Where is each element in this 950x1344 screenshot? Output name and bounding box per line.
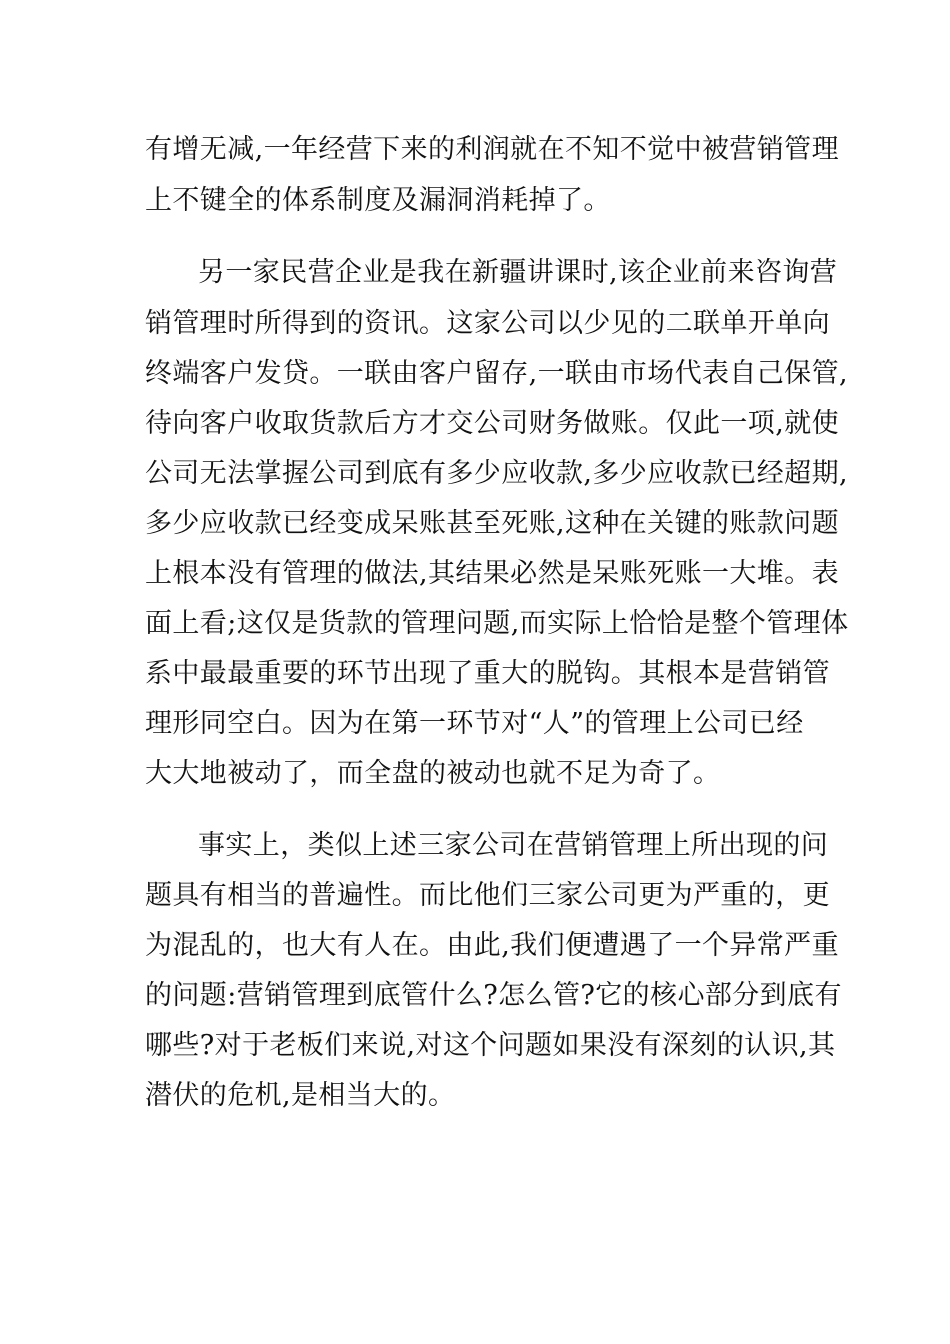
paragraph-line: 系中最最重要的环节出现了重大的脱钩。其根本是营销管 xyxy=(145,658,830,689)
paragraph-line: 哪些?对于老板们来说,对这个问题如果没有深刻的认识,其 xyxy=(145,1030,836,1061)
paragraph-line: 多少应收款已经变成呆账甚至死账,这种在关键的账款问题 xyxy=(145,508,839,539)
paragraph-line: 上不键全的体系制度及漏洞消耗掉了。 xyxy=(145,185,611,216)
paragraph-line: 公司无法掌握公司到底有多少应收款,多少应收款已经超期, xyxy=(145,458,848,489)
paragraph-line: 终端客户发贷。一联由客户留存,一联由市场代表自己保管, xyxy=(145,358,848,389)
paragraph-line: 待向客户收取货款后方才交公司财务做账。仅此一项,就使 xyxy=(145,408,839,439)
paragraph-line: 的问题:营销管理到底管什么?怎么管?它的核心部分到底有 xyxy=(145,980,842,1011)
paragraph-line: 上根本没有管理的做法,其结果必然是呆账死账一大堆。表 xyxy=(145,558,839,589)
paragraph-line: 面上看;这仅是货款的管理问题,而实际上恰恰是整个管理体 xyxy=(145,608,849,639)
paragraph-line: 有增无减,一年经营下来的利润就在不知不觉中被营销管理 xyxy=(145,134,839,165)
paragraph-line: 题具有相当的普遍性。而比他们三家公司更为严重的，更 xyxy=(145,880,830,911)
paragraph-line: 潜伏的危机,是相当大的。 xyxy=(145,1080,456,1111)
paragraph-line: 理形同空白。因为在第一环节对“人”的管理上公司已经 xyxy=(145,708,804,739)
paragraph-line: 销管理时所得到的资讯。这家公司以少见的二联单开单向 xyxy=(145,308,830,339)
paragraph-line: 另一家民营企业是我在新疆讲课时,该企业前来咨询营 xyxy=(198,257,838,288)
paragraph-line: 事实上，类似上述三家公司在营销管理上所出现的问 xyxy=(198,830,829,861)
paragraph-line: 为混乱的，也大有人在。由此,我们便遭遇了一个异常严重 xyxy=(145,930,839,961)
paragraph-line: 大大地被动了，而全盘的被动也就不足为奇了。 xyxy=(145,758,721,789)
